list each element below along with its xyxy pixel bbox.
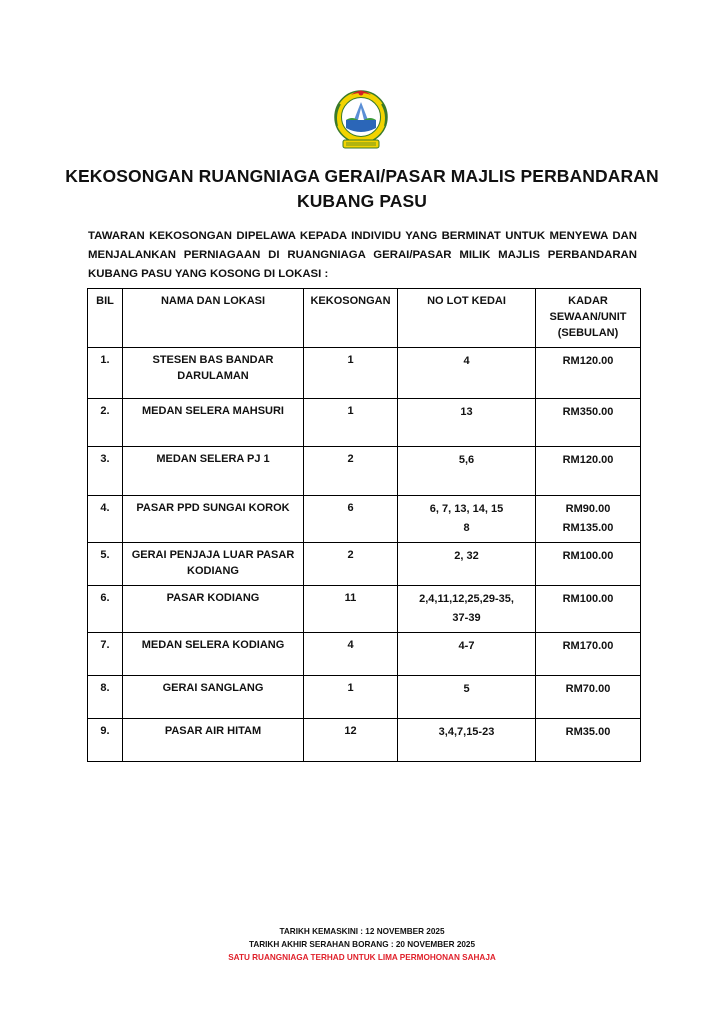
cell-nama: MEDAN SELERA KODIANG (123, 633, 304, 676)
cell-lot: 5 (398, 676, 536, 719)
intro-paragraph: TAWARAN KEKOSONGAN DIPELAWA KEPADA INDIVIDU YANG BERMINAT UNTUK MENYEWA DAN MENJALANKAN PERNIAGAAN DI RUANGNIAGA GERAI/PASAR MILIK MAJLIS PERBANDARAN KUBANG PASU YANG KOSONG DI LOKASI : (88, 230, 637, 280)
cell-kadar (536, 496, 641, 543)
cell-kekosongan: 12 (304, 719, 398, 762)
table-row (88, 719, 641, 762)
cell-lot-line-1: 2,4,11,12,25,29-35, (419, 593, 514, 605)
cell-bil: 1. (88, 348, 123, 399)
cell-bil: 5. (88, 543, 123, 586)
table-row (88, 633, 641, 676)
header-kekosongan: KEKOSONGAN (304, 289, 398, 348)
table-row (88, 348, 641, 399)
header-bil: BIL (88, 289, 123, 348)
cell-lot-line-2: 37-39 (452, 612, 481, 624)
cell-lot: 3,4,7,15-23 (398, 719, 536, 762)
cell-kadar: RM170.00 (536, 633, 641, 676)
cell-bil: 6. (88, 586, 123, 633)
cell-kekosongan: 1 (304, 676, 398, 719)
cell-kadar-line-2: RM135.00 (562, 522, 614, 534)
cell-kekosongan: 6 (304, 496, 398, 543)
cell-nama: GERAI PENJAJA LUAR PASAR KODIANG (123, 543, 304, 586)
table-header-row (88, 289, 641, 348)
cell-kekosongan: 1 (304, 399, 398, 447)
table-row (88, 399, 641, 447)
council-crest-logo (332, 88, 390, 154)
cell-kadar: RM100.00 (536, 586, 641, 633)
cell-kekosongan: 11 (304, 586, 398, 633)
cell-bil: 2. (88, 399, 123, 447)
cell-bil: 8. (88, 676, 123, 719)
cell-kadar: RM35.00 (536, 719, 641, 762)
cell-lot (398, 496, 536, 543)
cell-kadar: RM350.00 (536, 399, 641, 447)
cell-lot-line-2: 8 (463, 522, 470, 534)
cell-bil: 4. (88, 496, 123, 543)
title-line-2: KUBANG PASU (296, 191, 428, 211)
cell-kadar: RM70.00 (536, 676, 641, 719)
cell-bil: 3. (88, 447, 123, 496)
title-line-1: KEKOSONGAN RUANGNIAGA GERAI/PASAR MAJLIS PERBANDARAN (65, 166, 659, 186)
cell-nama: GERAI SANGLANG (123, 676, 304, 719)
page-title (60, 164, 664, 214)
vacancy-table (87, 288, 641, 762)
table-row (88, 447, 641, 496)
footer-note: SATU RUANGNIAGA TERHAD UNTUK LIMA PERMOHONAN SAHAJA (228, 953, 496, 962)
cell-nama: MEDAN SELERA PJ 1 (123, 447, 304, 496)
table-row (88, 496, 641, 543)
cell-kadar-line-1: RM90.00 (565, 503, 611, 515)
cell-kekosongan: 2 (304, 447, 398, 496)
cell-kekosongan: 2 (304, 543, 398, 586)
cell-lot: 4-7 (398, 633, 536, 676)
cell-kekosongan: 1 (304, 348, 398, 399)
footer-deadline: TARIKH AKHIR SERAHAN BORANG : 20 NOVEMBER 2025 (248, 940, 476, 949)
footer (0, 925, 724, 964)
cell-lot-line-1: 6, 7, 13, 14, 15 (429, 503, 504, 515)
header-kadar: KADAR SEWAAN/UNIT (SEBULAN) (536, 289, 641, 348)
cell-lot (398, 586, 536, 633)
header-nama: NAMA DAN LOKASI (123, 289, 304, 348)
cell-nama: STESEN BAS BANDAR DARULAMAN (123, 348, 304, 399)
cell-kadar: RM120.00 (536, 348, 641, 399)
cell-nama: PASAR KODIANG (123, 586, 304, 633)
cell-lot: 4 (398, 348, 536, 399)
cell-kekosongan: 4 (304, 633, 398, 676)
cell-kadar: RM100.00 (536, 543, 641, 586)
cell-nama: PASAR PPD SUNGAI KOROK (123, 496, 304, 543)
table-row (88, 676, 641, 719)
cell-lot: 5,6 (398, 447, 536, 496)
cell-lot: 2, 32 (398, 543, 536, 586)
cell-bil: 7. (88, 633, 123, 676)
table-row (88, 586, 641, 633)
cell-nama: PASAR AIR HITAM (123, 719, 304, 762)
table-row (88, 543, 641, 586)
cell-lot: 13 (398, 399, 536, 447)
cell-nama: MEDAN SELERA MAHSURI (123, 399, 304, 447)
footer-updated-date: TARIKH KEMASKINI : 12 NOVEMBER 2025 (279, 927, 445, 936)
cell-bil: 9. (88, 719, 123, 762)
cell-kadar: RM120.00 (536, 447, 641, 496)
header-lot: NO LOT KEDAI (398, 289, 536, 348)
